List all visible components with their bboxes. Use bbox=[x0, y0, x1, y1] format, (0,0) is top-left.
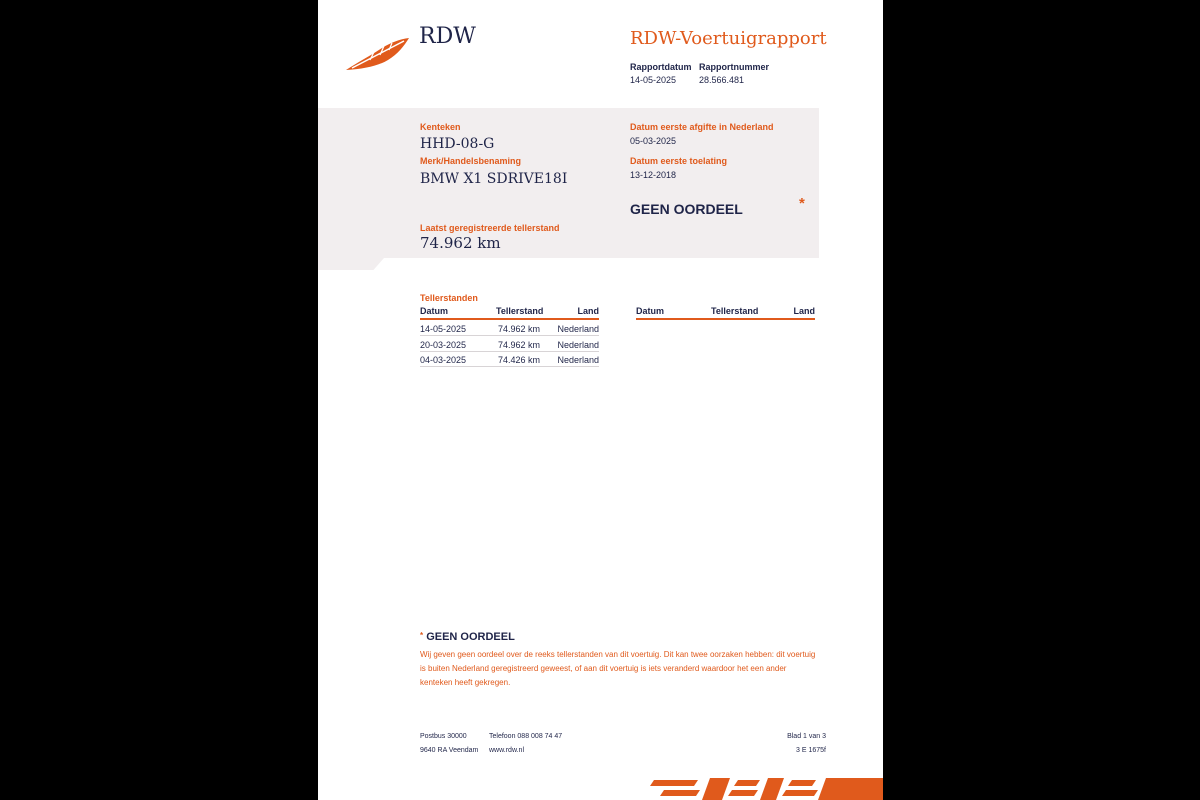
readings-table-left bbox=[420, 306, 599, 376]
report-number: 28.566.481 bbox=[699, 75, 745, 85]
note-text: Wij geven geen oordeel over de reeks tellerstanden van dit voertuig. Dit kan twee oorzaken hebben: dit voertuig is buiten Nederland geregistreerd geweest, of aan dit voertuig is iets veranderd waardoor het een ander kenteken heeft gekregen. bbox=[420, 650, 816, 687]
row-country: Nederland bbox=[557, 340, 599, 350]
row-odometer: 74.962 km bbox=[498, 340, 541, 350]
footer-postbus: Postbus 30000 bbox=[420, 733, 467, 740]
footer-web: www.rdw.nl bbox=[489, 747, 525, 754]
report-number-label: Rapportnummer bbox=[699, 62, 770, 72]
readings-table-right bbox=[636, 306, 815, 326]
report-title: RDW-Voertuigrapport bbox=[630, 28, 827, 49]
first-admission-label: Datum eerste toelating bbox=[630, 156, 728, 166]
footer-page: Blad 1 van 3 bbox=[787, 733, 826, 740]
note-heading bbox=[420, 631, 515, 643]
first-admission-date: 13-12-2018 bbox=[630, 170, 677, 180]
col-country-header: Land bbox=[793, 306, 815, 316]
make-label: Merk/Handelsbenaming bbox=[420, 156, 522, 166]
decorative-stripes-icon bbox=[638, 776, 883, 800]
col-date-header: Datum bbox=[636, 306, 665, 316]
plate-label: Kenteken bbox=[420, 122, 461, 132]
footer-phone: Telefoon 088 008 74 47 bbox=[489, 733, 563, 740]
col-country-header: Land bbox=[577, 306, 599, 316]
rdw-feather-logo-icon bbox=[342, 36, 412, 72]
report-date: 14-05-2025 bbox=[630, 75, 677, 85]
verdict: GEEN OORDEEL bbox=[630, 201, 743, 217]
table-row bbox=[420, 320, 599, 336]
first-nl-label: Datum eerste afgifte in Nederland bbox=[630, 122, 774, 132]
report-page bbox=[318, 0, 883, 800]
row-country: Nederland bbox=[557, 355, 599, 365]
first-nl-date: 05-03-2025 bbox=[630, 136, 677, 146]
band-notch bbox=[318, 258, 384, 270]
odometer-label: Laatst geregistreerde tellerstand bbox=[420, 223, 560, 233]
table-row bbox=[420, 336, 599, 352]
note-asterisk: * bbox=[420, 631, 424, 640]
readings-title: Tellerstanden bbox=[420, 293, 478, 303]
footer-city: 9640 RA Veendam bbox=[420, 747, 479, 754]
row-odometer: 74.962 km bbox=[498, 324, 541, 334]
row-date: 04-03-2025 bbox=[420, 355, 467, 365]
header-rule bbox=[636, 318, 815, 320]
col-odometer-header: Tellerstand bbox=[496, 306, 544, 316]
row-odometer: 74.426 km bbox=[498, 355, 541, 365]
verdict-asterisk: * bbox=[799, 195, 805, 212]
row-country: Nederland bbox=[557, 324, 599, 334]
brand-name: RDW bbox=[419, 24, 476, 49]
col-date-header: Datum bbox=[420, 306, 449, 316]
row-date: 20-03-2025 bbox=[420, 340, 467, 350]
last-odometer: 74.962 km bbox=[420, 234, 501, 252]
license-plate: HHD-08-G bbox=[420, 136, 495, 152]
footer-code: 3 E 1675f bbox=[796, 747, 826, 754]
col-odometer-header: Tellerstand bbox=[711, 306, 759, 316]
note-title: GEEN OORDEEL bbox=[426, 631, 515, 643]
report-date-label: Rapportdatum bbox=[630, 62, 692, 72]
row-date: 14-05-2025 bbox=[420, 324, 467, 334]
table-row bbox=[420, 351, 599, 367]
vehicle-make: BMW X1 SDRIVE18I bbox=[420, 171, 568, 187]
